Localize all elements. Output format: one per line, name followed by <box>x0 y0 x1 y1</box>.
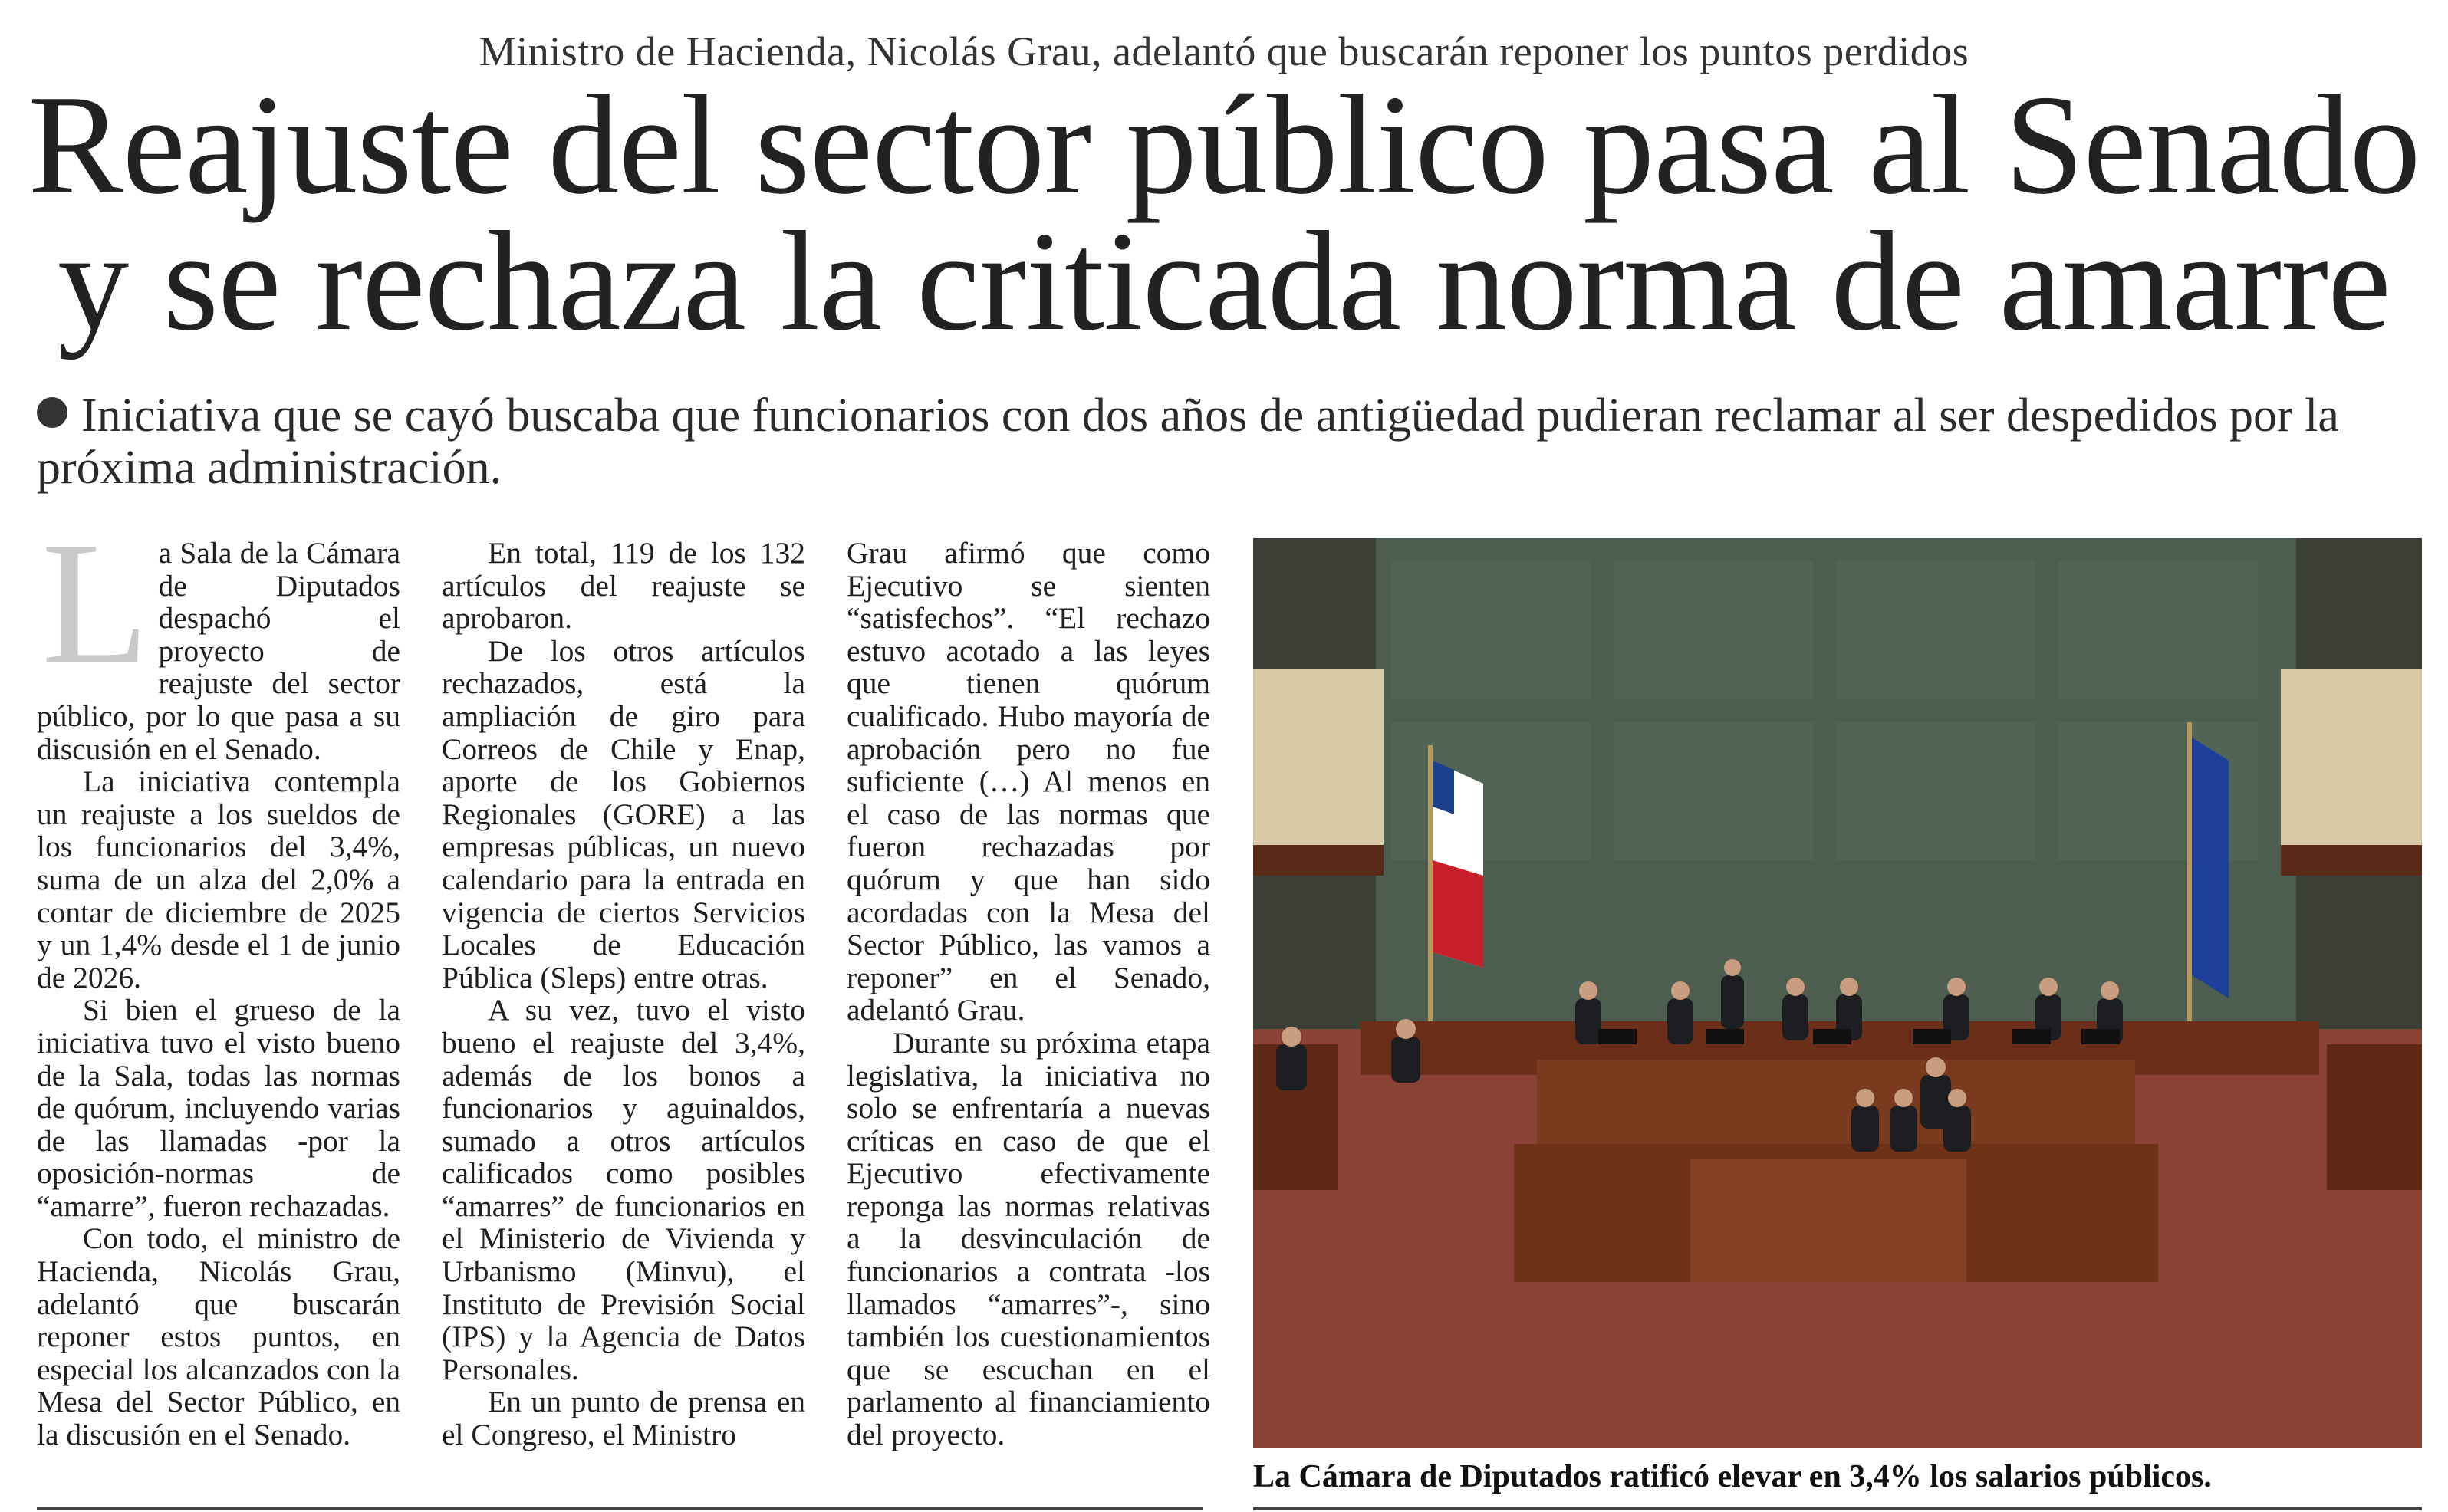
paragraph: Con todo, el ministro de Hacienda, Nicolás Grau, adelantó que buscarán reponer estos puntos, en especial los alcanzados con la Mesa del Sector Público, en la discusión en el Senado. <box>37 1221 400 1452</box>
headline-line-1: Reajuste del sector público pasa al Senado <box>28 66 2420 224</box>
paragraph: La iniciativa contempla un reajuste a los sueldos de los funcionarios del 3,4%, suma de un alza del 2,0% a contar de diciembre de 2025 y un 1,4% desde el 1 de junio de 2026. <box>37 764 400 994</box>
chamber-photo <box>1253 538 2422 1448</box>
photo-caption: La Cámara de Diputados ratificó elevar en 3,4% los salarios públicos. <box>1253 1459 2212 1494</box>
article-headline <box>0 66 2448 360</box>
bottom-rule-right <box>1253 1507 2422 1510</box>
article-column-1 <box>37 505 400 1452</box>
article-kicker: Ministro de Hacienda, Nicolás Grau, adelantó que buscarán reponer los puntos perdidos <box>479 28 1969 74</box>
bottom-rule-left <box>37 1507 1203 1510</box>
paragraph: a Sala de la Cámara de Diputados despachó el proyecto de reajuste del sector público, por lo que pasa a su discusión en el Senado. <box>37 536 400 766</box>
lead-text: Iniciativa que se cayó buscaba que funcionarios con dos años de antigüedad pudieran reclamar al ser despedidos por la próxima administración. <box>37 390 2339 494</box>
article-column-3 <box>847 537 1210 1451</box>
article-column-2 <box>442 537 805 1451</box>
paragraph: En total, 119 de los 132 artículos del reajuste se aprobaron. <box>442 536 805 636</box>
paragraph: Grau afirmó que como Ejecutivo se sienten “satisfechos”. “El rechazo estuvo acotado a las leyes que tienen quórum cualificado. Hubo mayoría de aprobación pero no fue suficiente (…) Al menos en el caso de las normas que fueron rechazadas por quórum y que han sido acordadas con la Mesa del Sector Público, las vamos a reponer” en el Senado, adelantó Grau. <box>847 536 1210 1027</box>
paragraph: Durante su próxima etapa legislativa, la iniciativa no solo se enfrentaría a nuevas críticas en caso de que el Ejecutivo efectivamente reponga las normas relativas a la desvinculación de funcionarios a contrata -los llamados “amarres”-, sino también los cuestionamientos que se escuchan en el parlamento al financiamiento del proyecto. <box>847 1025 1210 1452</box>
headline-line-2: y se rechaza la criticada norma de amarre <box>58 202 2390 360</box>
paragraph: A su vez, tuvo el visto bueno el reajuste del 3,4%, además de los bonos a funcionarios y aguinaldos, sumado a otros artículos calificados como posibles “amarres” de funcionarios en el Ministerio de Vivienda y Urbanismo (Minvu), el Instituto de Previsión Social (IPS) y la Agencia de Datos Personales. <box>442 993 805 1386</box>
paragraph: Si bien el grueso de la iniciativa tuvo el visto bueno de la Sala, todas las normas de quórum, incluyendo varias de las llamadas -por la oposición-normas de “amarre”, fueron rechazadas. <box>37 993 400 1223</box>
bullet-icon <box>37 397 67 428</box>
drop-cap: L <box>41 505 150 701</box>
paragraph: De los otros artículos rechazados, está la ampliación de giro para Correos de Chile y Enap, aporte de los Gobiernos Regionales (GORE) a las empresas públicas, un nuevo calendario para la entrada en vigencia de ciertos Servicios Locales de Educación Pública (Sleps) entre otras. <box>442 633 805 994</box>
chamber-illustration <box>1253 538 2422 1448</box>
paragraph: En un punto de prensa en el Congreso, el Ministro <box>442 1385 805 1452</box>
article-lead <box>37 390 2422 494</box>
